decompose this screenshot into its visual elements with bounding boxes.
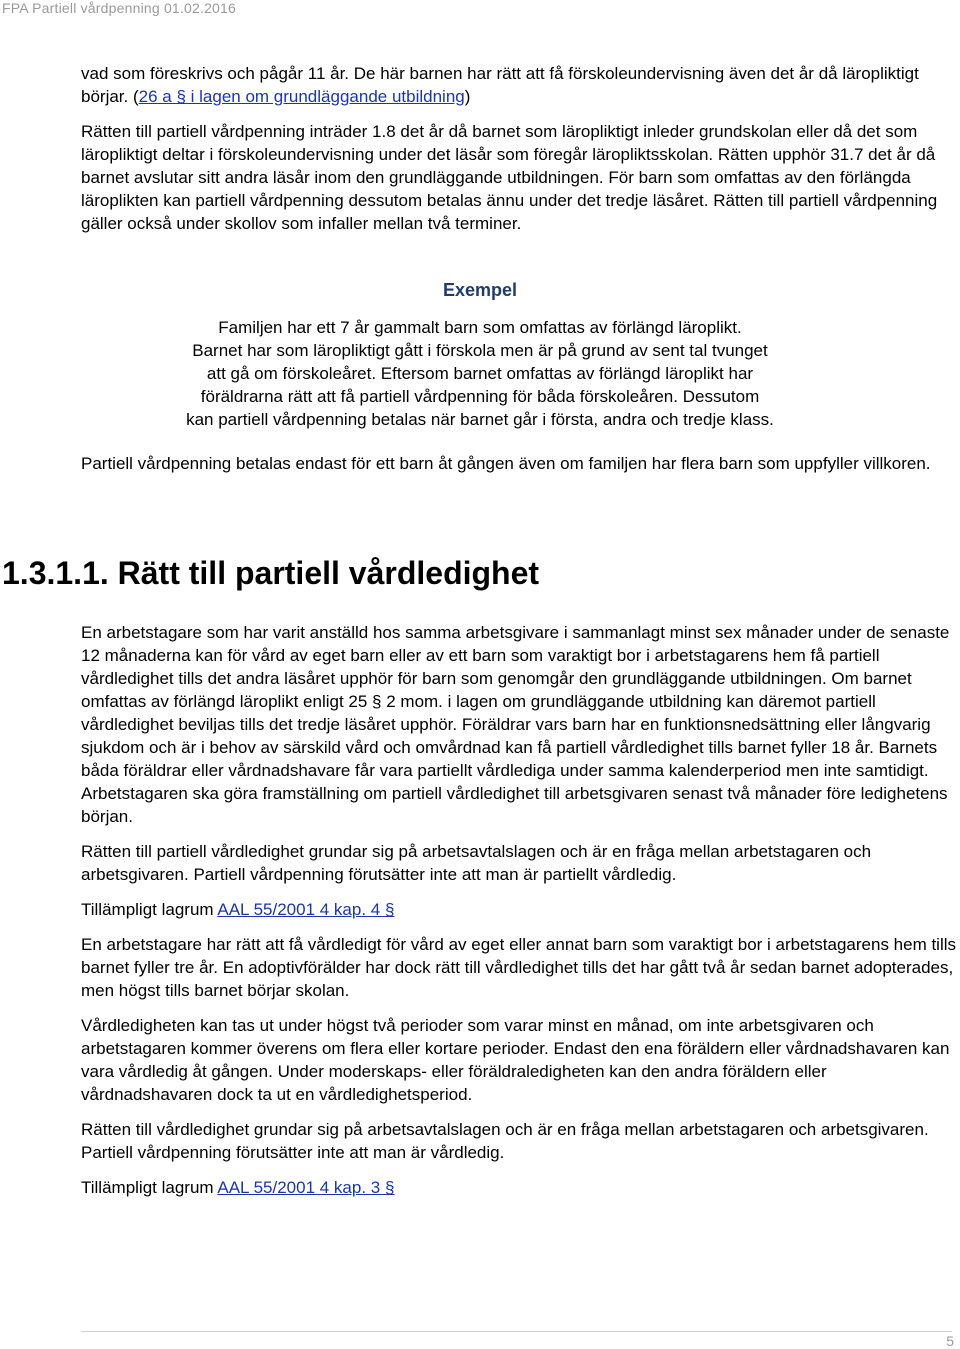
example-line: Familjen har ett 7 år gammalt barn som omfattas av förlängd läroplikt. (218, 318, 742, 337)
example-box (0, 316, 960, 431)
intro-text-end: ) (464, 87, 471, 106)
document-header-title: FPA Partiell vårdpenning 01.02.2016 (2, 0, 237, 16)
section-paragraph-2: Rätten till partiell vårdledighet grundar sig på arbetsavtalslagen och är en fråga mellan arbetstagaren och arbetsgivaren. Partiell vårdpenning förutsätter inte att man är partiellt vårdledig. (81, 842, 872, 884)
section-paragraph-1: En arbetstagare som har varit anställd hos samma arbetsgivare i sammanlagt minst sex månader under de senaste 12 månaderna kan för vård av eget barn eller av ett barn som varaktigt bor i arbetstagarens hem få partiell vårdledighet tills det andra läsåret upphör för barn som genomgår den grundläggande utbildningen. Om barnet omfattas av förlängd läroplikt enligt 25 § 2 mom. i lagen om grundläggande utbildning kan däremot partiell vårdledighet beviljas tills det tredje läsåret upphör. Föräldrar vars barn har en funktionsnedsättning eller långvarig sjukdom och är i behov av särskild vård och omvårdnad kan få partiell vårdledighet tills barnet fyller 18 år. Barnets båda föräldrar eller vårdnadshavare får vara partiellt vårdlediga under samma kalenderperiod men inte samtidigt. Arbetstagaren ska göra framställning om partiell vårdledighet till arbetsgivaren senast två månader före ledighetens början. (81, 623, 950, 826)
section-paragraph-3: En arbetstagare har rätt att få vårdledigt för vård av eget eller annat barn som varaktigt bor i arbetstagarens hem tills barnet fyller tre år. En adoptivförälder har dock rätt till vårdledighet tills det har gått två år sedan barnet adopterades, men högst tills barnet börjar skolan. (81, 935, 957, 1000)
lagrum-label: Tillämpligt lagrum (81, 900, 218, 919)
intro-section (81, 62, 953, 235)
intro-paragraph-2: Rätten till partiell vårdpenning inträder 1.8 det år då barnet som läropliktigt inleder grundskolan eller då det som läropliktigt deltar i förskoleundervisning under det läsår som föregår läropliktsskolan. Rätten upphör 31.7 det år då barnet avslutar sitt andra läsår inom den grundläggande utbildningen. För barn som omfattas av den förlängda läroplikten kan partiell vårdpenning dessutom betalas ännu under det tredje läsåret. Rätten till partiell vårdpenning gäller också under skollov som infaller mellan två terminer. (81, 122, 938, 233)
lagrum-line-2 (81, 1176, 956, 1199)
lagrum-link-aal-4-4[interactable]: AAL 55/2001 4 kap. 4 § (217, 900, 395, 919)
example-line: Barnet har som läropliktigt gått i förskola men är på grund av sent tal tvunget (192, 341, 768, 360)
single-child-paragraph: Partiell vårdpenning betalas endast för ett barn åt gången även om familjen har flera barn som uppfyller villkoren. (81, 454, 931, 473)
example-line: kan partiell vårdpenning betalas när barnet går i första, andra och tredje klass. (186, 410, 774, 429)
intro-text: vad som föreskrivs och pågår 11 år. De här barnen har rätt att få förskoleundervisning även det år då läropliktigt börjar. ( (81, 64, 919, 106)
lagrum-line-1 (81, 898, 956, 921)
section-heading: 1.3.1.1. Rätt till partiell vårdledighet (2, 555, 540, 591)
example-line: föräldrarna rätt att få partiell vårdpenning för båda förskoleåren. Dessutom (200, 387, 760, 406)
example-line: att gå om förskoleåret. Eftersom barnet omfattas av förlängd läroplikt har (206, 364, 754, 383)
section-paragraph-4: Vårdledigheten kan tas ut under högst två perioder som varar minst en månad, om inte arbetsgivaren och arbetstagaren kommer överens om flera eller kortare perioder. Endast den ena föräldern eller vårdnadshavaren kan vara vårdledig åt gången. Under moderskaps- eller föräldraledigheten kan den andra föräldern eller vårdnadshavaren dock ta ut en vårdledighetsperiod. (81, 1016, 950, 1104)
example-heading: Exempel (442, 280, 518, 300)
law-reference-link[interactable]: 26 a § i lagen om grundläggande utbildning (138, 87, 465, 106)
lagrum-label: Tillämpligt lagrum (81, 1178, 218, 1197)
section-body (81, 621, 956, 1211)
page-number: 5 (946, 1333, 954, 1349)
footer-divider (81, 1331, 952, 1332)
intro-paragraph-1 (81, 62, 953, 108)
lagrum-link-aal-4-3[interactable]: AAL 55/2001 4 kap. 3 § (217, 1178, 395, 1197)
section-paragraph-5: Rätten till vårdledighet grundar sig på arbetsavtalslagen och är en fråga mellan arbetstagaren och arbetsgivaren. Partiell vårdpenning förutsätter inte att man är vårdledig. (81, 1120, 929, 1162)
